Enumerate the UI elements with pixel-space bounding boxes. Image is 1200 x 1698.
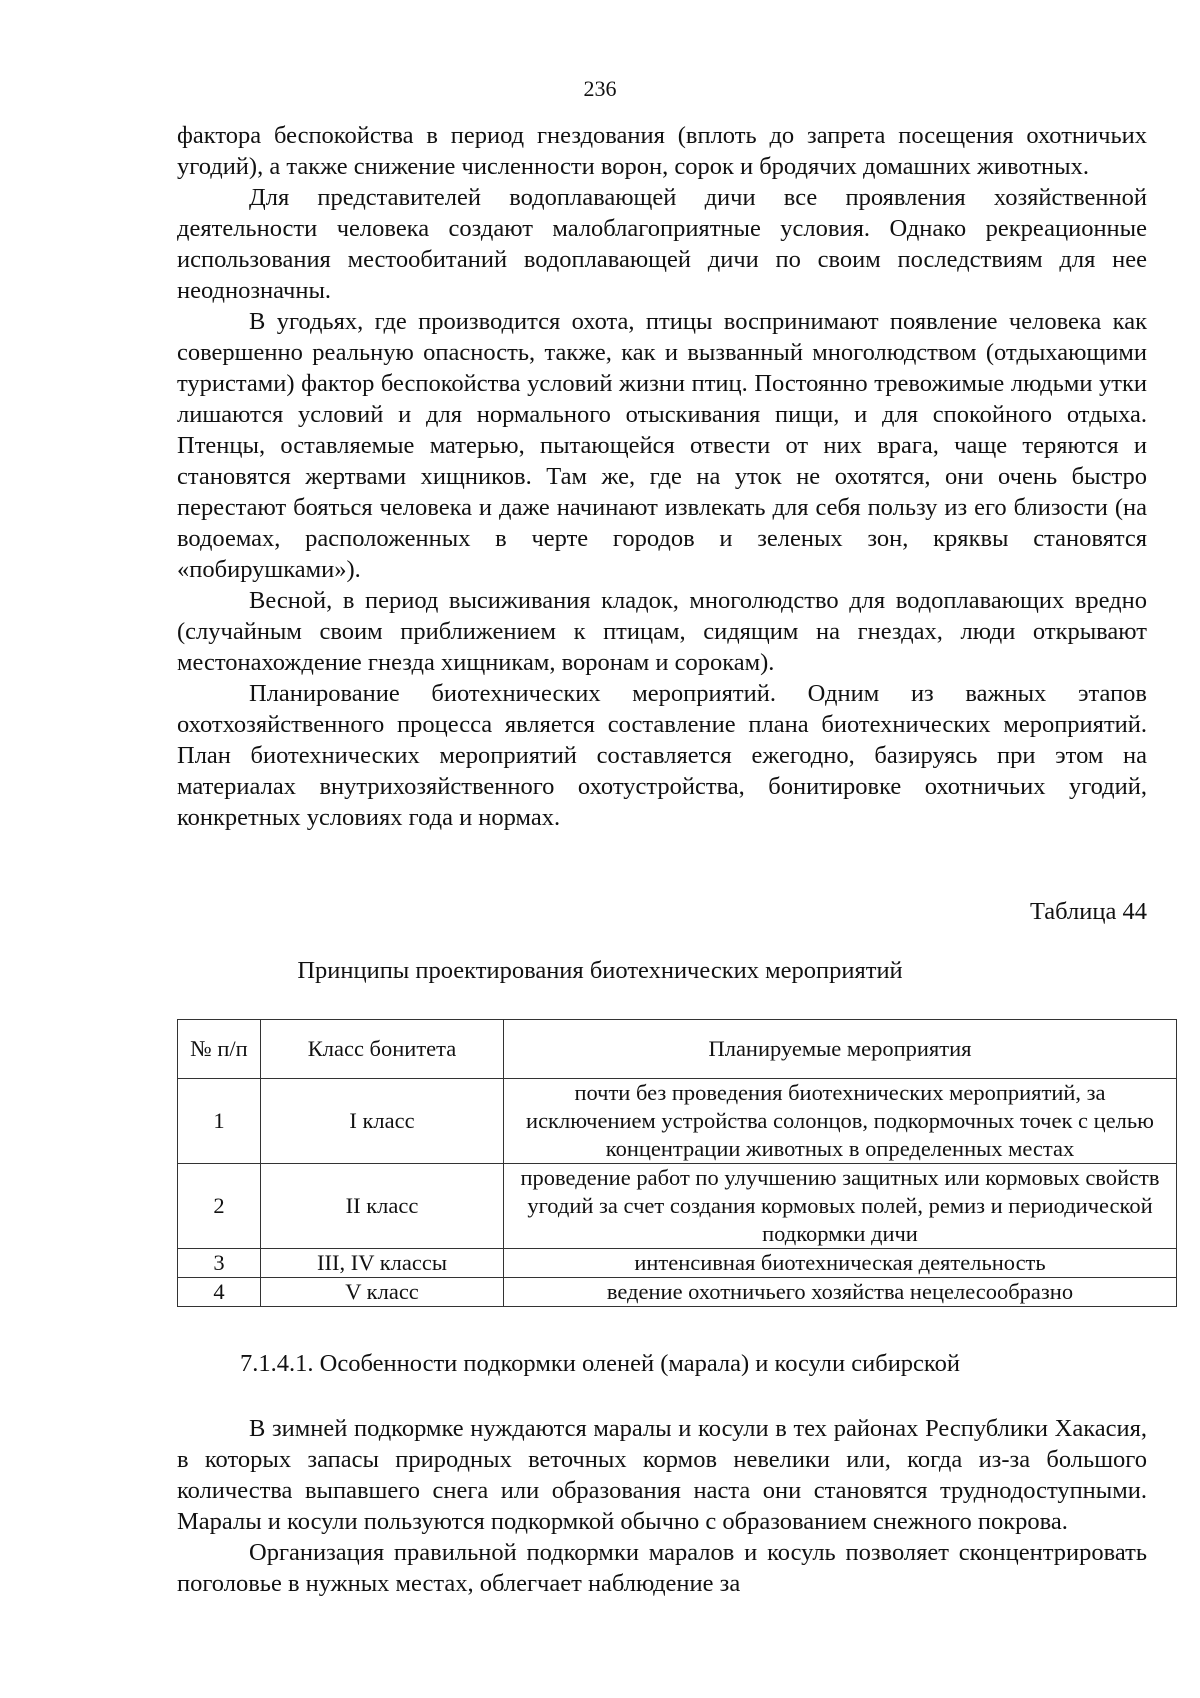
paragraph: Для представителей водоплавающей дичи все проявления хозяйственной деятельности человека создают малоблагоприятные условия. Однако рекреационные использования местообитаний водоплавающей дичи по своим последствиям для нее неоднозначны. xyxy=(177,184,1147,304)
section-heading: 7.1.4.1. Особенности подкормки оленей (марала) и косули сибирской xyxy=(240,1350,960,1377)
paragraph: Планирование биотехнических мероприятий. Одним из важных этапов охотхозяйственного процесса является составление плана биотехнических мероприятий. План биотехнических мероприятий составляется ежегодно, базируясь при этом на материалах внутрихозяйственного охотустройства, бонитировке охотничьих угодий, конкретных условиях года и нормах. xyxy=(177,680,1147,831)
cell-class: II класс xyxy=(261,1164,504,1249)
cell-class: III, IV классы xyxy=(261,1249,504,1278)
table-title: Принципы проектирования биотехнических мероприятий xyxy=(297,957,903,984)
body-text-top xyxy=(177,120,1147,833)
paragraph: фактора беспокойства в период гнездования (вплоть до запрета посещения охотничьих угодий), а также снижение численности ворон, сорок и бродячих домашних животных. xyxy=(177,122,1147,180)
table-row xyxy=(178,1278,1177,1307)
page-number: 236 xyxy=(583,76,617,101)
cell-measures: проведение работ по улучшению защитных или кормовых свойств угодий за счет создания кормовых полей, ремиз и периодической подкормки дичи xyxy=(504,1164,1177,1249)
cell-class: I класс xyxy=(261,1079,504,1164)
header-number: № п/п xyxy=(178,1020,261,1079)
cell-measures: интенсивная биотехническая деятельность xyxy=(504,1249,1177,1278)
paragraph: В угодьях, где производится охота, птицы воспринимают появление человека как совершенно реальную опасность, также, как и вызванный многолюдством (отдыхающими туристами) фактор беспокойства условий жизни птиц. Постоянно тревожимые людьми утки лишаются условий и для нормального отыскивания пищи, и для спокойного отдыха. Птенцы, оставляемые матерью, пытающейся отвести от них врага, чаще теряются и становятся жертвами хищников. Там же, где на уток не охотятся, они очень быстро перестают бояться человека и даже начинают извлекать для себя пользу из его близости (на водоемах, расположенных в черте городов и зеленых зон, кряквы становятся «побирушками»). xyxy=(177,308,1147,583)
table-caption: Таблица 44 xyxy=(1029,898,1147,925)
paragraph: Организация правильной подкормки маралов и косуль позволяет сконцентрировать поголовье в нужных местах, облегчает наблюдение за xyxy=(177,1539,1147,1597)
cell-number: 4 xyxy=(178,1278,261,1307)
biotech-principles-table xyxy=(177,1019,1177,1307)
cell-measures: почти без проведения биотехнических мероприятий, за исключением устройства солонцов, подкормочных точек с целью концентрации животных в определенных местах xyxy=(504,1079,1177,1164)
table-row xyxy=(178,1079,1177,1164)
cell-number: 3 xyxy=(178,1249,261,1278)
body-text-bottom xyxy=(177,1413,1147,1599)
table-row xyxy=(178,1249,1177,1278)
header-measures: Планируемые мероприятия xyxy=(504,1020,1177,1079)
cell-measures: ведение охотничьего хозяйства нецелесообразно xyxy=(504,1278,1177,1307)
cell-number: 1 xyxy=(178,1079,261,1164)
table-header-row xyxy=(178,1020,1177,1079)
paragraph: Весной, в период высиживания кладок, многолюдство для водоплавающих вредно (случайным своим приближением к птицам, сидящим на гнездах, люди открывают местонахождение гнезда хищникам, воронам и сорокам). xyxy=(177,587,1147,676)
header-class: Класс бонитета xyxy=(261,1020,504,1079)
table-row xyxy=(178,1164,1177,1249)
cell-number: 2 xyxy=(178,1164,261,1249)
paragraph: В зимней подкормке нуждаются маралы и косули в тех районах Республики Хакасия, в которых запасы природных веточных кормов невелики или, когда из-за большого количества выпавшего снега или образования наста они становятся труднодоступными. Маралы и косули пользуются подкормкой обычно с образованием снежного покрова. xyxy=(177,1415,1147,1535)
cell-class: V класс xyxy=(261,1278,504,1307)
